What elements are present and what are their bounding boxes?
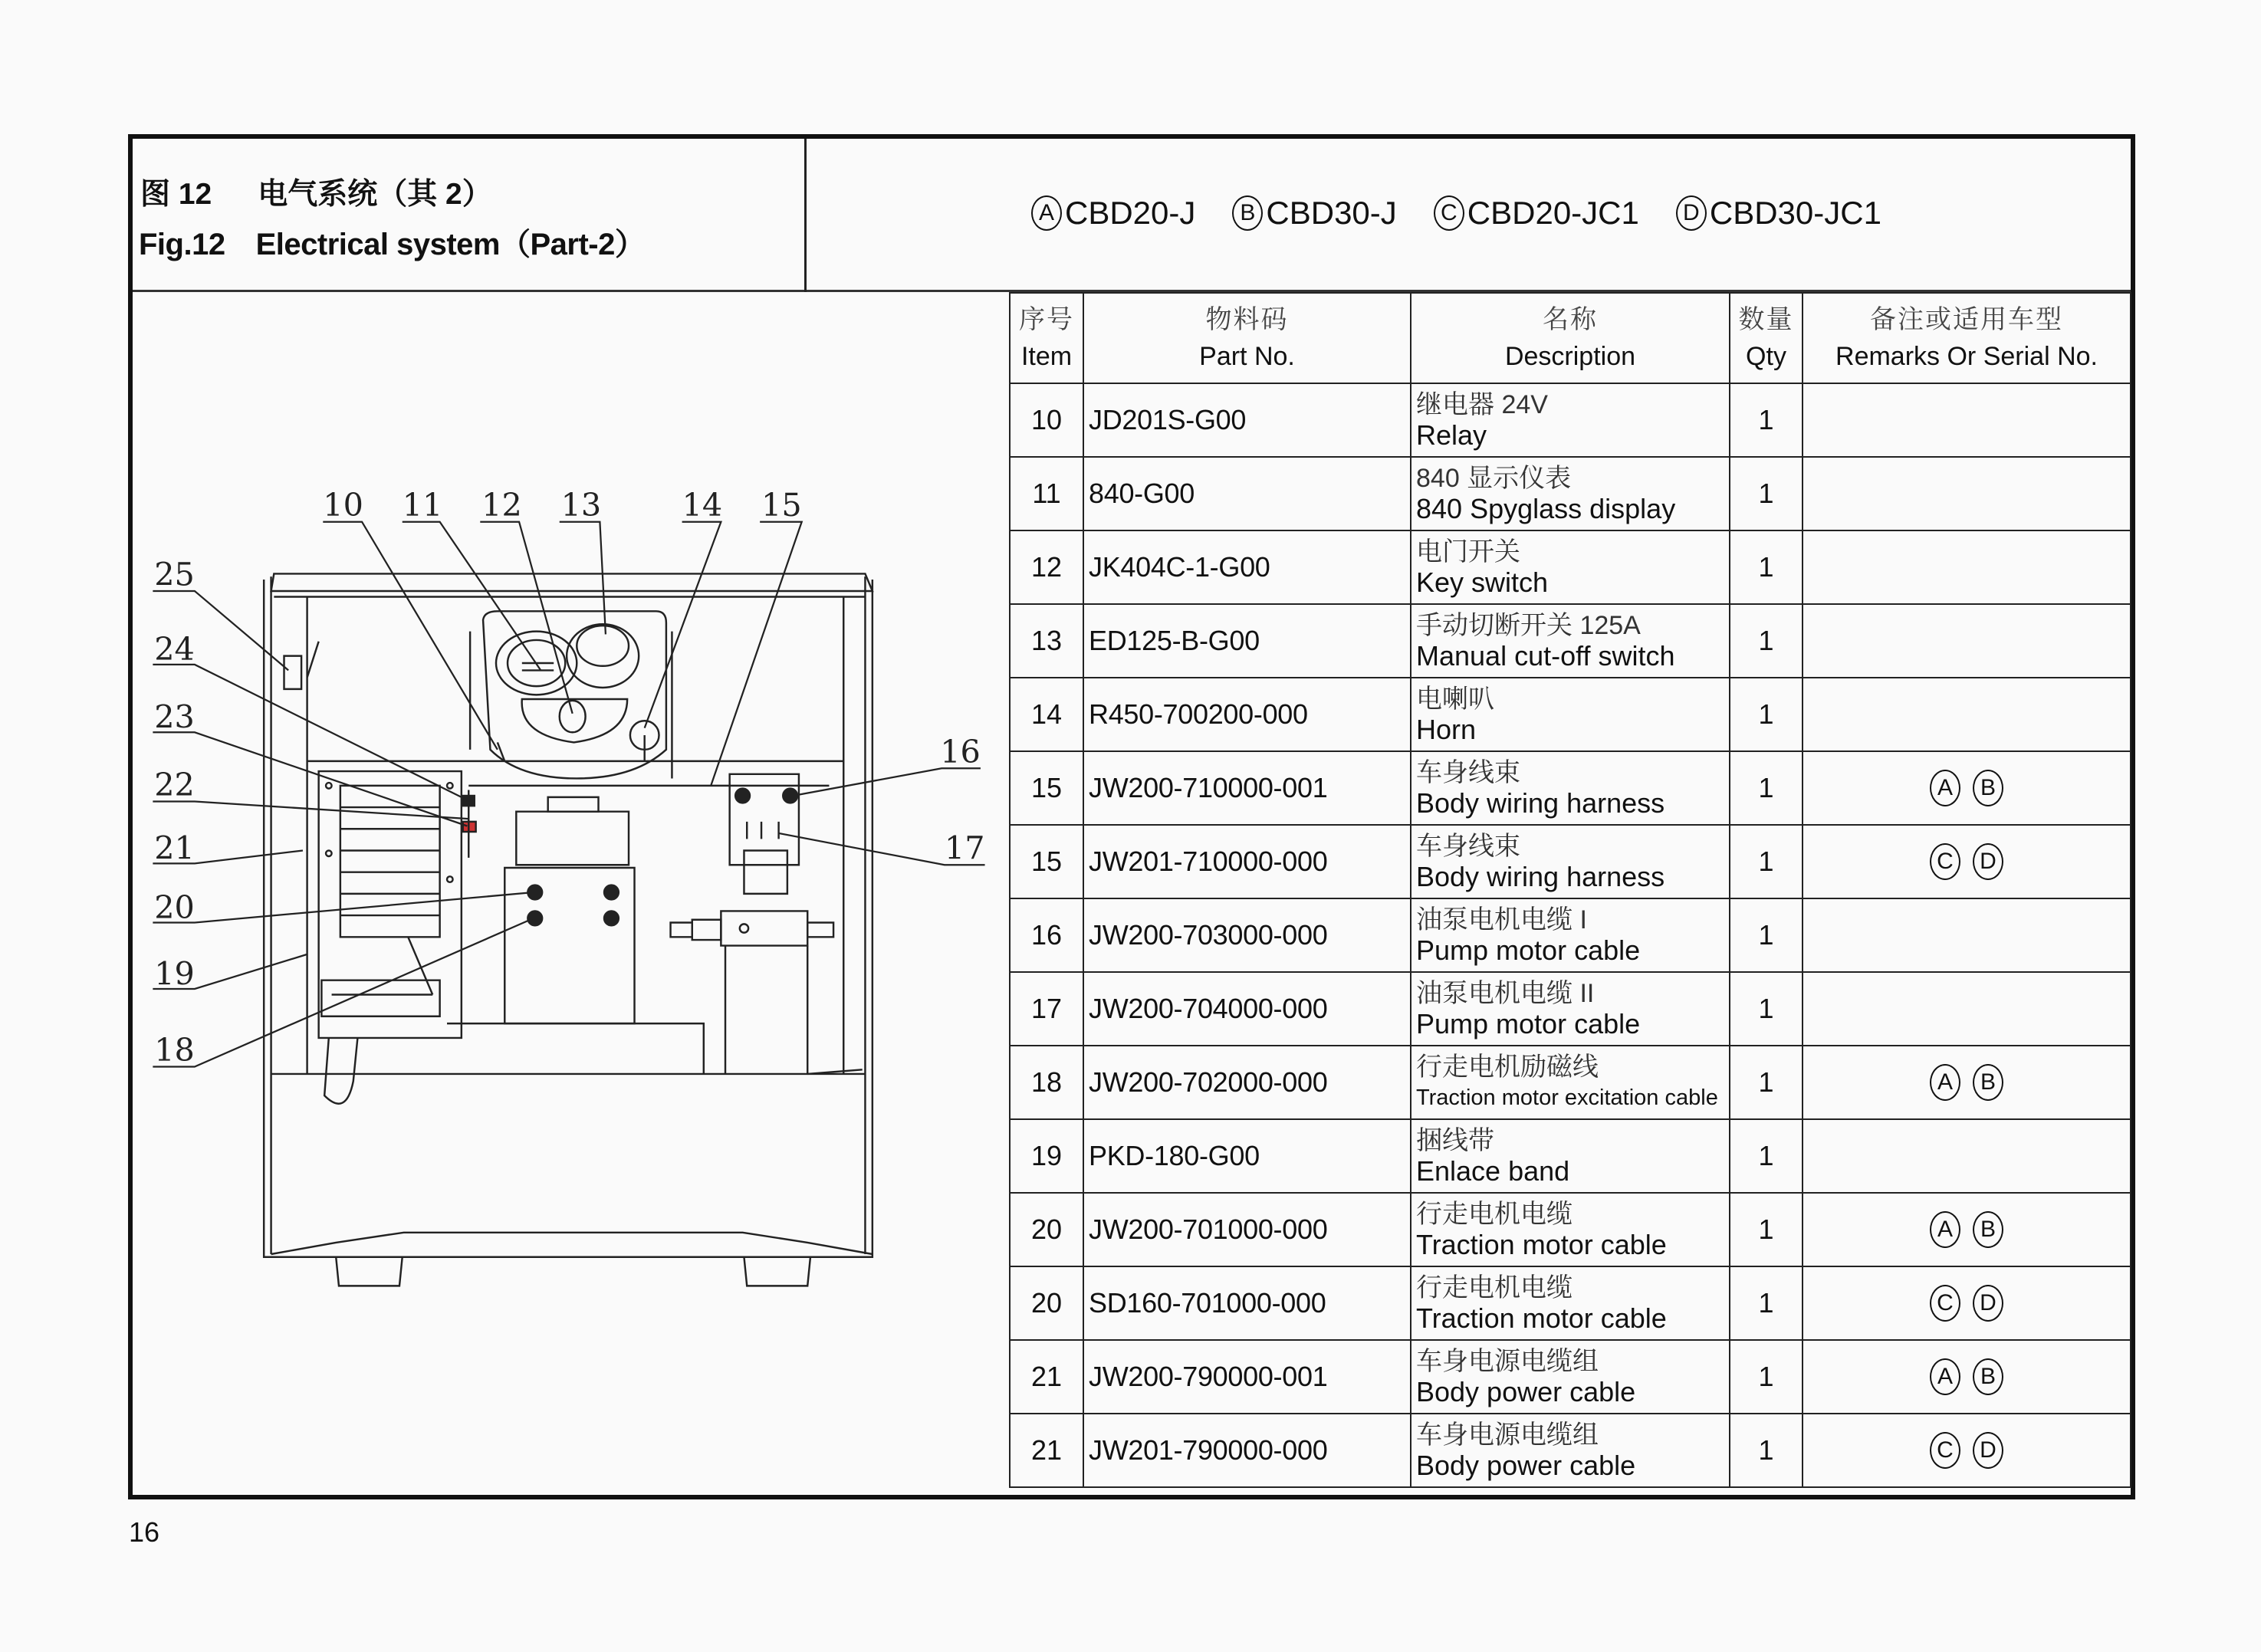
circled-letter-icon: B xyxy=(1973,1358,2003,1395)
circled-letter-icon: C xyxy=(1930,1432,1960,1469)
remarks xyxy=(1803,604,2131,678)
description xyxy=(1411,898,1730,972)
description-cn: 油泵电机电缆 II xyxy=(1416,979,1595,1008)
description-en: Body wiring harness xyxy=(1416,861,1665,892)
model-legend xyxy=(1031,195,1881,232)
description-en: Horn xyxy=(1416,714,1477,745)
item-number: 15 xyxy=(1010,751,1083,825)
description-en: Pump motor cable xyxy=(1416,934,1641,966)
description-en: Traction motor excitation cable xyxy=(1416,1085,1718,1110)
description-cn: 车身电源电缆组 xyxy=(1416,1420,1599,1450)
callout-20: 20 xyxy=(154,888,195,926)
table-row xyxy=(1010,530,2131,604)
header-item: 序号 Item xyxy=(1010,293,1083,383)
header-part-no: 物料码 Part No. xyxy=(1083,293,1411,383)
description-en: Key switch xyxy=(1416,567,1549,598)
table-row xyxy=(1010,1266,2131,1340)
callout-17: 17 xyxy=(944,829,985,867)
remarks xyxy=(1803,678,2131,751)
description-cn: 油泵电机电缆 I xyxy=(1416,905,1587,934)
description-cn: 车身线束 xyxy=(1416,832,1520,861)
remarks xyxy=(1803,825,2131,898)
model-a xyxy=(1031,195,1195,232)
circled-letter-icon: A xyxy=(1930,770,1960,806)
quantity: 1 xyxy=(1730,972,1803,1046)
description-en: Body power cable xyxy=(1416,1450,1636,1481)
table-row xyxy=(1010,751,2131,825)
part-number: JW200-704000-000 xyxy=(1083,972,1411,1046)
callout-13: 13 xyxy=(560,487,602,524)
item-number: 20 xyxy=(1010,1193,1083,1266)
callout-10: 10 xyxy=(323,487,363,524)
parts-table xyxy=(1009,292,2131,1488)
part-number: JW200-790000-001 xyxy=(1083,1340,1411,1414)
item-number: 21 xyxy=(1010,1414,1083,1487)
model-name: CBD20-JC1 xyxy=(1467,195,1639,231)
circled-letter-icon: D xyxy=(1973,843,2003,880)
callout-24: 24 xyxy=(154,631,195,668)
header-description: 名称 Description xyxy=(1411,293,1730,383)
callout-21: 21 xyxy=(154,829,195,867)
item-number: 11 xyxy=(1010,457,1083,530)
table-row xyxy=(1010,604,2131,678)
part-number: JW200-703000-000 xyxy=(1083,898,1411,972)
description-en: Traction motor cable xyxy=(1416,1302,1667,1334)
table-row xyxy=(1010,972,2131,1046)
callout-25: 25 xyxy=(154,556,195,593)
description-en: Enlace band xyxy=(1416,1155,1570,1187)
description-en: Manual cut-off switch xyxy=(1416,640,1675,672)
table-row xyxy=(1010,1119,2131,1193)
description xyxy=(1411,1266,1730,1340)
item-number: 19 xyxy=(1010,1119,1083,1193)
model-name: CBD20-J xyxy=(1065,195,1196,231)
remarks xyxy=(1803,1266,2131,1340)
quantity: 1 xyxy=(1730,678,1803,751)
remarks xyxy=(1803,898,2131,972)
description-cn: 行走电机电缆 xyxy=(1416,1273,1573,1302)
description xyxy=(1411,678,1730,751)
quantity: 1 xyxy=(1730,457,1803,530)
description xyxy=(1411,1414,1730,1487)
description xyxy=(1411,383,1730,457)
figure-number-cn: 图 12 xyxy=(140,178,212,211)
description xyxy=(1411,751,1730,825)
quantity: 1 xyxy=(1730,825,1803,898)
circled-letter-icon: C xyxy=(1930,843,1960,880)
figure-title-cn xyxy=(140,170,492,213)
description-en: Relay xyxy=(1416,419,1487,451)
table-row xyxy=(1010,898,2131,972)
circled-letter-icon: D xyxy=(1973,1285,2003,1322)
part-number: JW201-790000-000 xyxy=(1083,1414,1411,1487)
figure-number-en: Fig.12 xyxy=(139,228,225,261)
description xyxy=(1411,457,1730,530)
item-number: 10 xyxy=(1010,383,1083,457)
remarks xyxy=(1803,530,2131,604)
description xyxy=(1411,1193,1730,1266)
description-en: Body power cable xyxy=(1416,1376,1636,1407)
circled-letter-icon: A xyxy=(1930,1064,1960,1101)
circled-letter-icon: B xyxy=(1232,195,1263,231)
callout-14: 14 xyxy=(682,487,723,524)
callout-12: 12 xyxy=(481,487,522,524)
description xyxy=(1411,1046,1730,1119)
remarks xyxy=(1803,1193,2131,1266)
page-number: 16 xyxy=(129,1516,160,1548)
header-remarks: 备注或适用车型 Remarks Or Serial No. xyxy=(1803,293,2131,383)
remarks xyxy=(1803,1414,2131,1487)
description-cn: 电门开关 xyxy=(1416,537,1520,567)
table-row xyxy=(1010,1193,2131,1266)
description-cn: 行走电机电缆 xyxy=(1416,1200,1573,1229)
part-number: JK404C-1-G00 xyxy=(1083,530,1411,604)
model-d xyxy=(1676,195,1881,232)
part-number: R450-700200-000 xyxy=(1083,678,1411,751)
quantity: 1 xyxy=(1730,1340,1803,1414)
model-name: CBD30-JC1 xyxy=(1709,195,1881,231)
description-en: Traction motor cable xyxy=(1416,1229,1667,1260)
table-row xyxy=(1010,678,2131,751)
quantity: 1 xyxy=(1730,1119,1803,1193)
model-name: CBD30-J xyxy=(1266,195,1397,231)
part-number: JW201-710000-000 xyxy=(1083,825,1411,898)
description xyxy=(1411,1119,1730,1193)
callout-22: 22 xyxy=(154,767,195,804)
callout-11: 11 xyxy=(402,487,443,524)
remarks xyxy=(1803,1046,2131,1119)
quantity: 1 xyxy=(1730,530,1803,604)
remarks xyxy=(1803,1119,2131,1193)
model-b xyxy=(1232,195,1396,232)
table-row xyxy=(1010,1340,2131,1414)
quantity: 1 xyxy=(1730,1414,1803,1487)
description xyxy=(1411,972,1730,1046)
part-number: ED125-B-G00 xyxy=(1083,604,1411,678)
part-number: 840-G00 xyxy=(1083,457,1411,530)
header-qty: 数量 Qty xyxy=(1730,293,1803,383)
circled-letter-icon: A xyxy=(1930,1358,1960,1395)
item-number: 17 xyxy=(1010,972,1083,1046)
circled-letter-icon: B xyxy=(1973,1211,2003,1248)
table-row xyxy=(1010,383,2131,457)
model-c xyxy=(1434,195,1639,232)
description-cn: 车身电源电缆组 xyxy=(1416,1347,1599,1376)
part-number: JW200-710000-001 xyxy=(1083,751,1411,825)
quantity: 1 xyxy=(1730,1046,1803,1119)
description xyxy=(1411,530,1730,604)
callout-19: 19 xyxy=(154,955,195,993)
circled-letter-icon: C xyxy=(1930,1285,1960,1322)
description xyxy=(1411,604,1730,678)
item-number: 13 xyxy=(1010,604,1083,678)
callout-15: 15 xyxy=(761,487,802,524)
description-cn: 840 显示仪表 xyxy=(1416,464,1572,493)
callout-23: 23 xyxy=(154,698,195,736)
quantity: 1 xyxy=(1730,383,1803,457)
item-number: 12 xyxy=(1010,530,1083,604)
callout-16: 16 xyxy=(940,733,981,770)
part-number: JW200-701000-000 xyxy=(1083,1193,1411,1266)
item-number: 14 xyxy=(1010,678,1083,751)
description-en: Body wiring harness xyxy=(1416,787,1665,819)
description-cn: 电喇叭 xyxy=(1416,685,1494,714)
circled-letter-icon: A xyxy=(1031,195,1062,231)
circled-letter-icon: B xyxy=(1973,1064,2003,1101)
table-header-row xyxy=(1010,293,2131,383)
item-number: 20 xyxy=(1010,1266,1083,1340)
description-en: 840 Spyglass display xyxy=(1416,493,1676,524)
quantity: 1 xyxy=(1730,604,1803,678)
table-row xyxy=(1010,1046,2131,1119)
description xyxy=(1411,825,1730,898)
figure-title-en xyxy=(139,220,645,264)
table-row xyxy=(1010,457,2131,530)
remarks xyxy=(1803,1340,2131,1414)
circled-letter-icon: B xyxy=(1973,770,2003,806)
quantity: 1 xyxy=(1730,1266,1803,1340)
remarks xyxy=(1803,457,2131,530)
description-cn: 继电器 24V xyxy=(1416,390,1548,419)
remarks xyxy=(1803,972,2131,1046)
description-cn: 捆线带 xyxy=(1416,1126,1494,1155)
part-number: JW200-702000-000 xyxy=(1083,1046,1411,1119)
callout-18: 18 xyxy=(154,1032,195,1069)
table-row xyxy=(1010,825,2131,898)
title-divider xyxy=(804,139,807,292)
quantity: 1 xyxy=(1730,898,1803,972)
item-number: 18 xyxy=(1010,1046,1083,1119)
item-number: 15 xyxy=(1010,825,1083,898)
figure-title-en-text: Electrical system（Part-2） xyxy=(255,228,646,261)
part-number: PKD-180-G00 xyxy=(1083,1119,1411,1193)
circled-letter-icon: D xyxy=(1973,1432,2003,1469)
description-cn: 手动切断开关 125A xyxy=(1416,611,1641,640)
figure-title-cn-text: 电气系统（其 2） xyxy=(258,178,492,211)
remarks xyxy=(1803,751,2131,825)
quantity: 1 xyxy=(1730,751,1803,825)
part-number: SD160-701000-000 xyxy=(1083,1266,1411,1340)
description-cn: 行走电机励磁线 xyxy=(1416,1053,1599,1082)
item-number: 21 xyxy=(1010,1340,1083,1414)
description-cn: 车身线束 xyxy=(1416,758,1520,787)
remarks xyxy=(1803,383,2131,457)
description xyxy=(1411,1340,1730,1414)
circled-letter-icon: C xyxy=(1434,195,1464,231)
item-number: 16 xyxy=(1010,898,1083,972)
part-number: JD201S-G00 xyxy=(1083,383,1411,457)
circled-letter-icon: D xyxy=(1676,195,1707,231)
description-en: Pump motor cable xyxy=(1416,1008,1641,1039)
table-row xyxy=(1010,1414,2131,1487)
circled-letter-icon: A xyxy=(1930,1211,1960,1248)
quantity: 1 xyxy=(1730,1193,1803,1266)
